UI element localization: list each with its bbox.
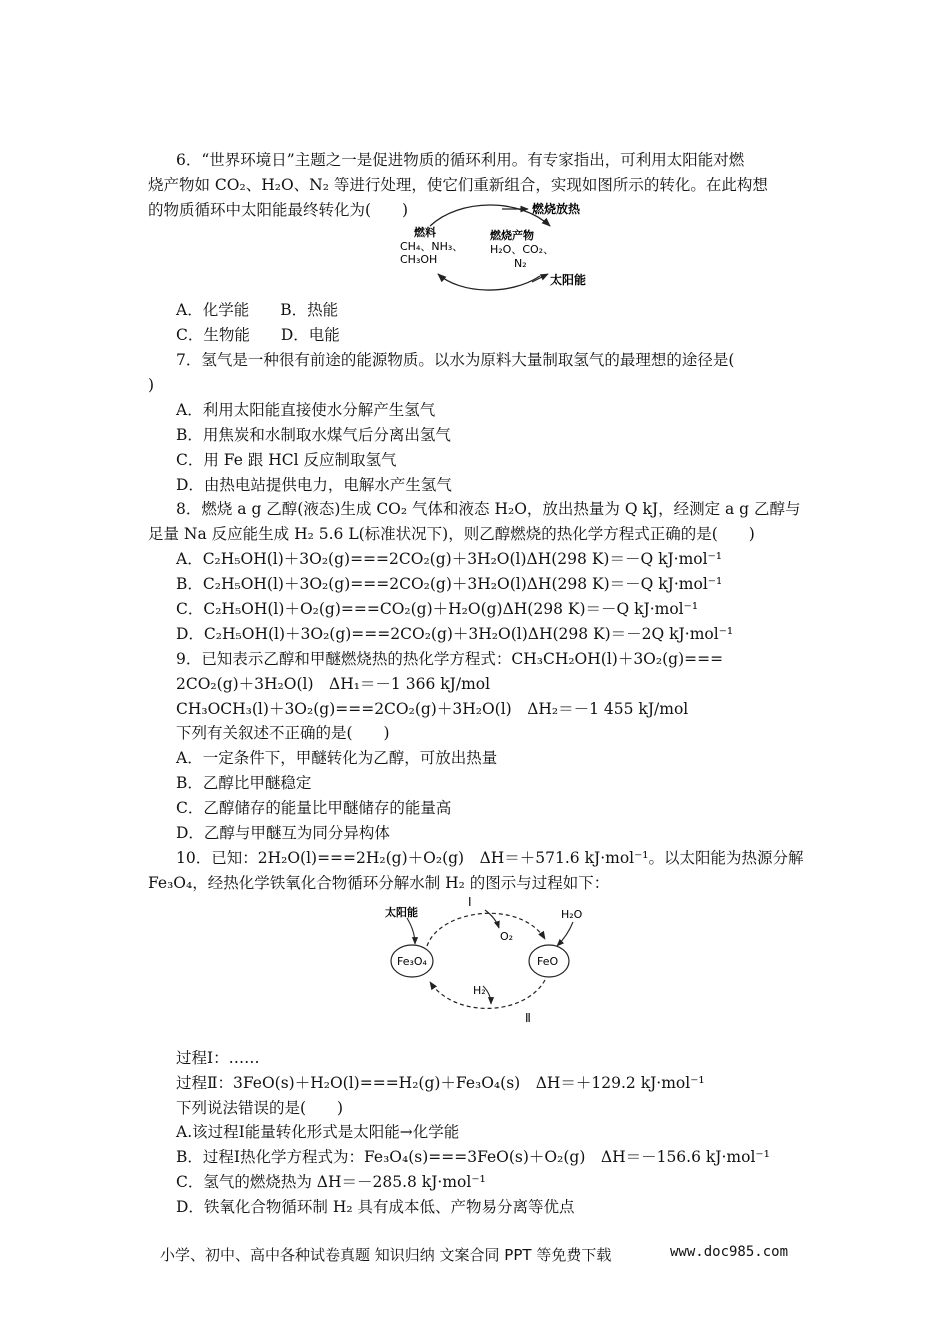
q7-option-a: A．利用太阳能直接使水分解产生氢气	[176, 401, 436, 419]
product-line-1: H₂O、CO₂、	[490, 243, 555, 256]
q9-option-d: D．乙醇与甲醚互为同分异构体	[176, 824, 390, 842]
q8-option-b: B．C₂H₅OH(l)＋3O₂(g)===2CO₂(g)＋3H₂O(l)ΔH(298 K)＝－Q kJ·mol⁻¹	[176, 575, 723, 593]
q10-option-a: A.该过程Ⅰ能量转化形式是太阳能→化学能	[176, 1123, 460, 1141]
q8-line-1: 8．燃烧 a g 乙醇(液态)生成 CO₂ 气体和液态 H₂O，放出热量为 Q kJ，经测定 a g 乙醇与	[176, 500, 801, 518]
solar-label: 太阳能	[550, 273, 587, 287]
q9-line-1: 9．已知表示乙醇和甲醚燃烧热的热化学方程式：CH₃CH₂OH(l)＋3O₂(g)===	[176, 650, 724, 668]
h2-label: H₂	[473, 984, 486, 997]
q8-line-2: 足量 Na 反应能生成 H₂ 5.6 L(标准状况下)，则乙醇燃烧的热化学方程式正确的是( )	[148, 525, 755, 543]
q10-option-d: D．铁氧化合物循环制 H₂ 具有成本低、产物易分离等优点	[176, 1198, 575, 1216]
step-two-label: Ⅱ	[525, 1011, 531, 1024]
q10-process-2: 过程Ⅱ：3FeO(s)＋H₂O(l)===H₂(g)＋Fe₃O₄(s) ΔH＝＋129.2 kJ·mol⁻¹	[176, 1074, 705, 1092]
h2o-label: H₂O	[561, 908, 583, 921]
q7-line-2: )	[148, 376, 155, 394]
fuel-title: 燃料	[414, 226, 436, 239]
q8-option-a: A．C₂H₅OH(l)＋3O₂(g)===2CO₂(g)＋3H₂O(l)ΔH(298 K)＝－Q kJ·mol⁻¹	[176, 550, 722, 568]
solar-label-2: 太阳能	[385, 906, 418, 919]
o2-label: O₂	[500, 930, 514, 943]
q9-option-c: C．乙醇储存的能量比甲醚储存的能量高	[176, 799, 452, 817]
fuel-line-1: CH₄、NH₃、	[400, 240, 464, 253]
q10-line-1: 10．已知：2H₂O(l)===2H₂(g)＋O₂(g) ΔH＝＋571.6 kJ·mol⁻¹。以太阳能为热源分解	[176, 849, 804, 867]
q6-cycle-diagram	[390, 196, 620, 300]
q7-line-1: 7．氢气是一种很有前途的能源物质。以水为原料大量制取氢气的最理想的途径是(	[176, 351, 735, 369]
feo-label: FeO	[537, 955, 559, 968]
q7-option-c: C．用 Fe 跟 HCl 反应制取氢气	[176, 451, 397, 469]
q10-line-2: Fe₃O₄，经热化学铁氧化合物循环分解水制 H₂ 的图示与过程如下：	[148, 874, 610, 892]
product-title: 燃烧产物	[490, 229, 534, 242]
q6-options-2: C．生物能 D．电能	[176, 326, 340, 344]
fuel-line-2: CH₃OH	[400, 253, 438, 266]
fe3o4-label: Fe₃O₄	[397, 955, 427, 968]
q6-line-3: 的物质循环中太阳能最终转化为( )	[148, 201, 409, 219]
q9-option-a: A．一定条件下，甲醚转化为乙醇，可放出热量	[176, 749, 498, 767]
step-one-arc	[427, 913, 545, 946]
q8-option-d: D．C₂H₅OH(l)＋3O₂(g)===2CO₂(g)＋3H₂O(l)ΔH(298 K)＝－2Q kJ·mol⁻¹	[176, 625, 734, 643]
step-two-arc	[430, 980, 545, 1008]
q6-line-2: 烧产物如 CO₂、H₂O、N₂ 等进行处理，使它们重新组合，实现如图所示的转化。在此构想	[148, 176, 768, 194]
q7-option-b: B．用焦炭和水制取水煤气后分离出氢气	[176, 426, 451, 444]
q6-line-1: 6．“世界环境日”主题之一是促进物质的循环利用。有专家指出，可利用太阳能对燃	[176, 151, 745, 169]
q10-option-c: C．氢气的燃烧热为 ΔH＝－285.8 kJ·mol⁻¹	[176, 1173, 486, 1191]
solar-arrow	[532, 274, 548, 282]
product-line-2: N₂	[514, 257, 527, 270]
q10-process-1: 过程Ⅰ：……	[176, 1049, 260, 1067]
q9-line-2: 2CO₂(g)＋3H₂O(l) ΔH₁＝－1 366 kJ/mol	[176, 675, 491, 693]
q6-options-1: A．化学能 B．热能	[176, 301, 339, 319]
q10-option-b: B．过程Ⅰ热化学方程式为：Fe₃O₄(s)===3FeO(s)＋O₂(g) ΔH＝－156.6 kJ·mol⁻¹	[176, 1148, 770, 1166]
footer-link[interactable]: www.doc985.com	[670, 1244, 789, 1260]
footer-text: 小学、初中、高中各种试卷真题 知识归纳 文案合同 PPT 等免费下载	[160, 1246, 612, 1264]
q10-cycle-diagram	[385, 894, 595, 1024]
q7-option-d: D．由热电站提供电力，电解水产生氢气	[176, 476, 452, 494]
cycle-bottom-arrow	[438, 274, 540, 290]
solar-arrow-2	[407, 918, 415, 944]
q9-line-3: CH₃OCH₃(l)＋3O₂(g)===2CO₂(g)＋3H₂O(l) ΔH₂＝－1 455 kJ/mol	[176, 700, 689, 718]
o2-arrow	[485, 910, 499, 928]
footer	[160, 1244, 800, 1265]
q10-ask: 下列说法错误的是( )	[176, 1099, 344, 1117]
heat-label: 燃烧放热	[532, 202, 581, 216]
q8-option-c: C．C₂H₅OH(l)＋O₂(g)===CO₂(g)＋H₂O(g)ΔH(298 K)＝－Q kJ·mol⁻¹	[176, 600, 699, 618]
h2o-arrow	[557, 922, 573, 946]
step-one-label: Ⅰ	[468, 895, 472, 909]
q9-line-4: 下列有关叙述不正确的是( )	[176, 724, 390, 742]
q9-option-b: B．乙醇比甲醚稳定	[176, 774, 312, 792]
